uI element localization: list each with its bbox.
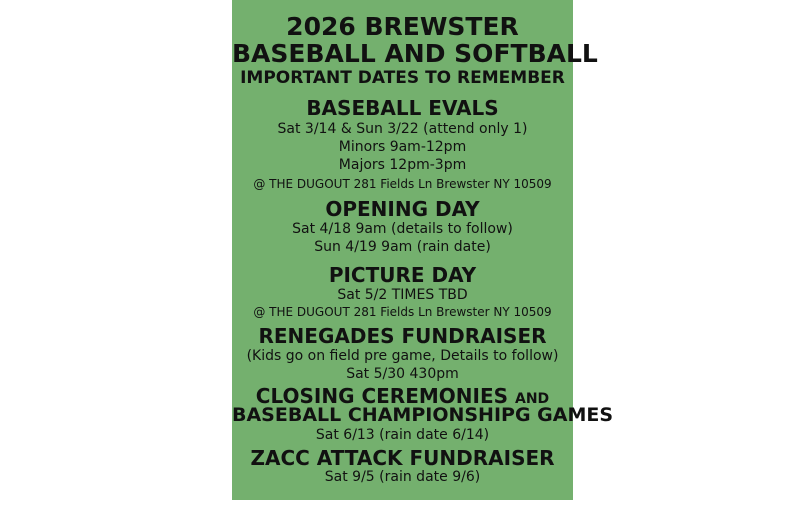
baseball-evals-majors: Majors 12pm-3pm xyxy=(338,157,467,173)
closing-date: Sat 6/13 (rain date 6/14) xyxy=(315,427,490,443)
renegades-date: Sat 5/30 430pm xyxy=(346,366,459,382)
picture-day-location: @ THE DUGOUT 281 Fields Ln Brewster NY 10509 xyxy=(253,305,552,319)
flyer-title-line1: 2026 BREWSTER xyxy=(286,12,519,41)
picture-day-date: Sat 5/2 TIMES TBD xyxy=(337,287,468,303)
zacc-date: Sat 9/5 (rain date 9/6) xyxy=(324,469,481,485)
flyer-title-line2: BASEBALL AND SOFTBALL xyxy=(232,39,598,68)
section-heading-baseball-evals: BASEBALL EVALS xyxy=(306,96,499,120)
section-heading-opening-day: OPENING DAY xyxy=(325,197,480,221)
opening-day-date: Sat 4/18 9am (details to follow) xyxy=(292,221,513,237)
baseball-evals-location: @ THE DUGOUT 281 Fields Ln Brewster NY 10509 xyxy=(253,177,552,191)
baseball-evals-minors: Minors 9am-12pm xyxy=(338,139,467,155)
section-heading-picture-day: PICTURE DAY xyxy=(328,263,477,287)
section-heading-closing xyxy=(232,386,573,406)
event-flyer xyxy=(232,0,614,500)
baseball-evals-dates: Sat 3/14 & Sun 3/22 (attend only 1) xyxy=(277,121,528,137)
closing-heading-line2: BASEBALL CHAMPIONSHIPG GAMES xyxy=(232,404,614,426)
closing-heading-and: AND xyxy=(515,391,550,407)
section-heading-renegades: RENEGADES FUNDRAISER xyxy=(258,324,547,348)
opening-day-rain-date: Sun 4/19 9am (rain date) xyxy=(314,239,491,255)
section-heading-zacc: ZACC ATTACK FUNDRAISER xyxy=(250,446,555,470)
renegades-note: (Kids go on field pre game, Details to follow) xyxy=(246,348,559,364)
closing-heading-main: CLOSING CEREMONIES xyxy=(255,384,509,408)
flyer-subtitle: IMPORTANT DATES TO REMEMBER xyxy=(240,68,565,88)
cutoff-heading-fragment xyxy=(287,492,517,506)
